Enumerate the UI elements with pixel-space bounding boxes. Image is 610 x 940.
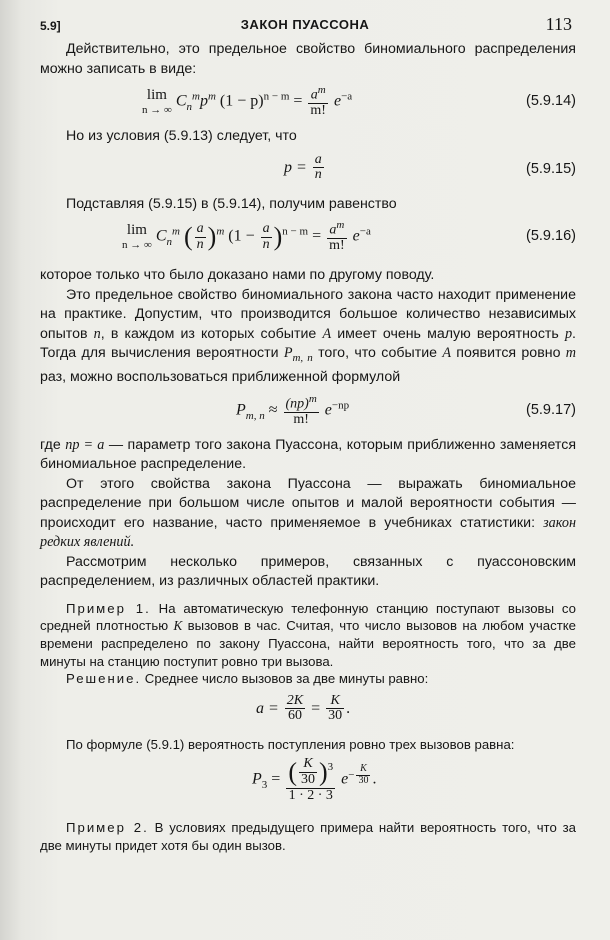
- paragraph-7: От этого свойства закона Пуассона — выражать биномиальное распределение при большом числе опытов и малой вероятности события — происходит его название, часто применяемое в учебниках статистики: закон редких явлений.: [40, 475, 576, 551]
- paragraph-2: Но из условия (5.9.13) следует, что: [66, 128, 297, 144]
- solution: Решение. Среднее число вызовов за две минуты равно:: [66, 671, 429, 687]
- paragraph-3: Подставляя (5.9.15) в (5.9.14), получим равенство: [66, 195, 397, 212]
- paragraph-6: где np = a — параметр того закона Пуассона, которым приближенно заменяется биномиальное распределение.: [40, 436, 576, 473]
- equation-number: (5.9.16): [526, 228, 576, 244]
- equation-5-9-17: $P_{m, n}$ ≈ $\frac{(np)^m}{m!}$ $e^{-np}$ (5.9.17): [236, 392, 576, 428]
- equation-number: (5.9.17): [526, 401, 576, 418]
- equation-number: (5.9.15): [526, 160, 576, 177]
- chapter-title: ЗАКОН ПУАССОНА: [240, 17, 370, 32]
- equation-number: (5.9.14): [526, 93, 576, 109]
- equation-mean-calls: a = $\frac{2K}{60}$ = $\frac{K}{30}$ .: [256, 692, 351, 724]
- equation-5-9-16: lim n → ∞ $C_n^m$ ( $\frac{a}{n}$ )$^m$ (1 − $\frac{a}{n}$ )$^{n - m}$ = $\frac{a^m}{m!}$ $e^{-a}$ (5.9.16): [122, 219, 576, 254]
- example-1: Пример 1. На автоматическую телефонную станцию поступают вызовы со средней плотностью K вызовов в час. Считая, что число вызовов на любом участке времени распределено по закону Пуассона, найти вероятность того, что за две минуты на станцию поступит ровно три вызова.: [40, 600, 576, 669]
- equation-5-9-15: p = $\frac{a}{n}$ (5.9.15): [284, 151, 576, 183]
- section-ref: 5.9]: [40, 19, 61, 33]
- page-number: 113: [545, 14, 572, 34]
- paragraph-8: Рассмотрим несколько примеров, связанных с пуассоновским распределением, из различных областей практики.: [40, 553, 576, 590]
- example-2: Пример 2. В условиях предыдущего примера найти вероятность того, что за две минуты придет хотя бы один вызов.: [40, 820, 577, 853]
- paragraph-9: По формуле (5.9.1) вероятность поступления ровно трех вызовов равна:: [66, 736, 515, 752]
- paragraph-4: которое только что было доказано нами по другому поводу.: [40, 267, 435, 283]
- paragraph-1: Действительно, это предельное свойство биномиального распределения можно записать в виде:: [40, 41, 576, 77]
- running-header: [0, 14, 610, 38]
- equation-p3: $P_3$ = ( $\frac{K}{30}$ )$^3$ 1 · 2 · 3 $e^{- \frac{K}{30}}$ .: [252, 756, 377, 803]
- equation-5-9-14: lim n → ∞ $C_n^mp^m$ $(1 - p)^{n - m}$ = $\frac{a^m}{m!}$ $e^{-a}$ (5.9.14): [142, 84, 576, 119]
- page-body: [40, 40, 576, 855]
- paragraph-5: Это предельное свойство биномиального закона часто находит применение на практике. Допустим, что производится большое количество независимых опытов n, в каждом из которых событие A имеет очень малую вероятность p. Тогда для вычисления вероятности $P_{m, n}$ того, что событие A появится ровно m раз, можно воспользоваться приближенной формулой: [40, 286, 577, 386]
